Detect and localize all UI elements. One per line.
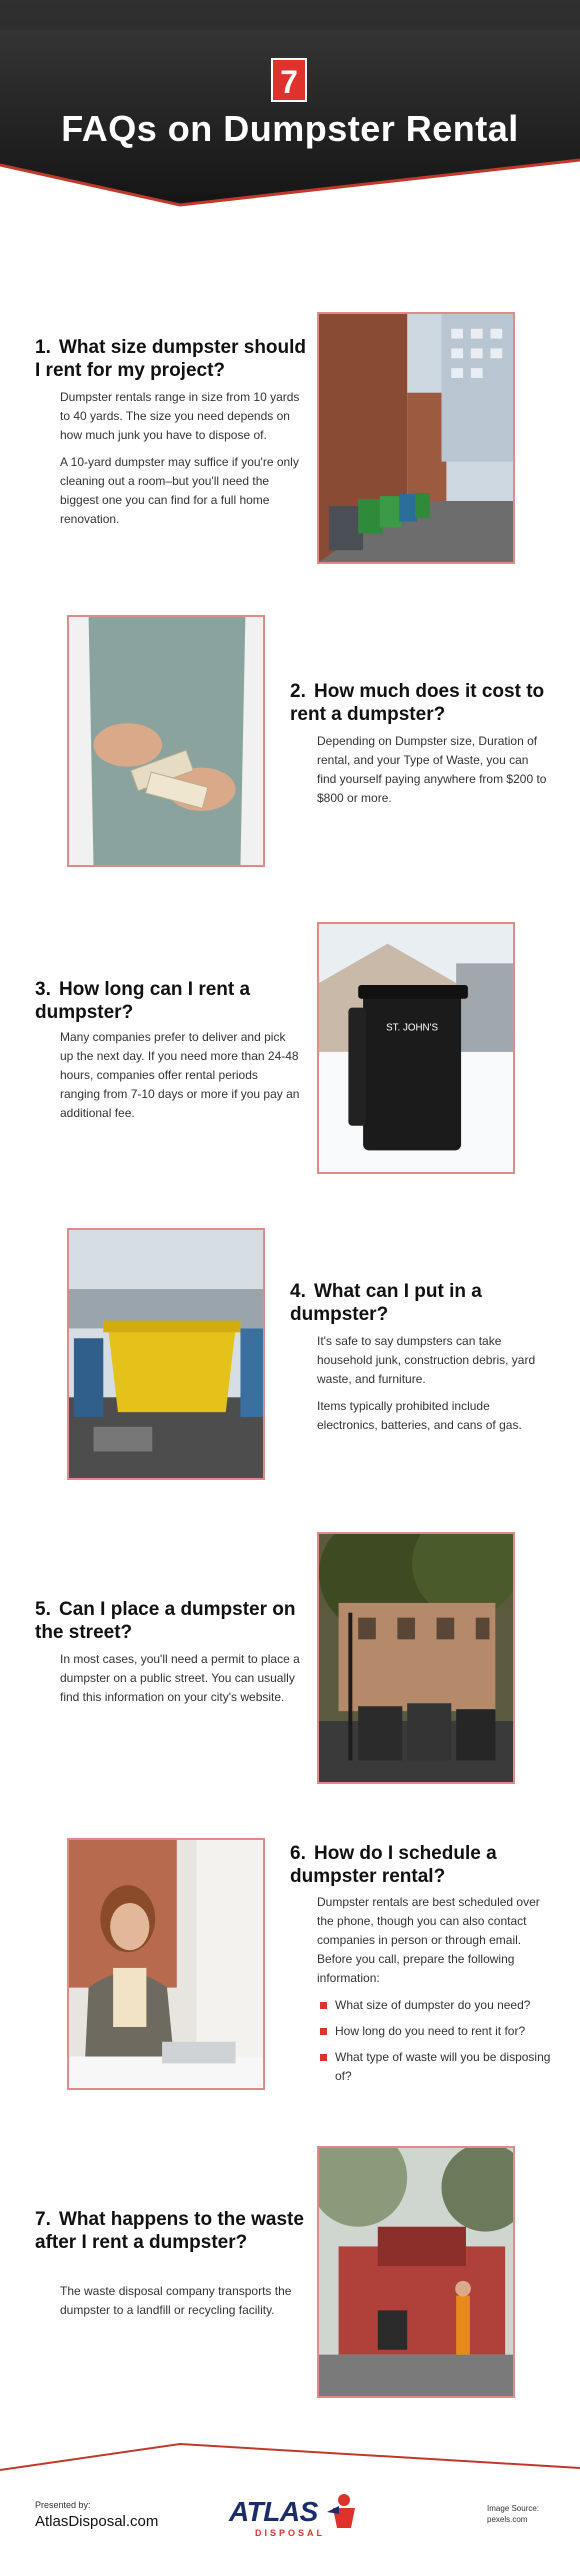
faq-answer xyxy=(60,388,305,537)
faq-answer xyxy=(317,1893,557,2093)
faq-question-text: What can I put in a dumpster? xyxy=(290,1281,482,1325)
presented-by-label: Presented by: xyxy=(35,2500,91,2510)
image-source-value: pexels.com xyxy=(487,2515,528,2524)
faq-answer xyxy=(317,1332,547,1443)
faq-number: 6. xyxy=(290,1843,306,1864)
faq-number: 3. xyxy=(35,979,51,1000)
alley-dumpsters-photo xyxy=(317,312,515,564)
header-banner xyxy=(0,0,580,215)
faq-question-text: Can I place a dumpster on the street? xyxy=(35,1599,296,1643)
faq-question xyxy=(35,336,315,382)
faq-question xyxy=(290,1842,540,1888)
faq-number: 4. xyxy=(290,1281,306,1302)
faq-answer-paragraph: Many companies prefer to deliver and pick up the next day. If you need more than 24-48 hours, companies offer rental periods ranging from 7-10 days or more if you pay an additional fee. xyxy=(60,1030,300,1120)
checklist-item: What type of waste will you be disposing of? xyxy=(317,2048,557,2086)
faq-question xyxy=(290,1280,540,1326)
checklist-item: What size of dumpster do you need? xyxy=(317,1996,557,2015)
faq-count-badge: 7 xyxy=(271,58,307,102)
faq-answer xyxy=(60,1028,300,1131)
garbage-truck-photo xyxy=(317,2146,515,2398)
faq-question-text: How much does it cost to rent a dumpster? xyxy=(290,681,545,725)
faq-number: 5. xyxy=(35,1599,51,1620)
faq-question xyxy=(35,2208,305,2254)
logo-wordmark: ATLAS xyxy=(229,2496,318,2527)
atlas-disposal-logo xyxy=(225,2492,365,2542)
image-source-credit xyxy=(487,2503,539,2525)
faq-question-text: What happens to the waste after I rent a dumpster? xyxy=(35,2209,304,2253)
faq-number: 2. xyxy=(290,681,306,702)
faq-answer-paragraph: The waste disposal company transports the dumpster to a landfill or recycling facility. xyxy=(60,2284,292,2317)
faq-answer-paragraph: A 10-yard dumpster may suffice if you're only cleaning out a room–but you'll need the biggest one you can find for a full home renovation. xyxy=(60,455,299,526)
snowy-bin-photo xyxy=(317,922,515,1174)
woman-on-phone-photo xyxy=(67,1838,265,2090)
info-checklist xyxy=(317,1996,557,2086)
faq-answer-paragraph: Dumpster rentals are best scheduled over the phone, though you can also contact companies in person or through email. Before you call, prepare the following information: xyxy=(317,1895,540,1985)
checklist-item: How long do you need to rent it for? xyxy=(317,2022,557,2041)
website-link[interactable]: AtlasDisposal.com xyxy=(35,2513,159,2530)
faq-answer-paragraph: In most cases, you'll need a permit to place a dumpster on a public street. You can usually find this information on your city's website. xyxy=(60,1652,300,1704)
atlas-figure-icon xyxy=(325,2492,363,2532)
faq-answer-paragraph: It's safe to say dumpsters can take household junk, construction debris, yard waste, and furniture. xyxy=(317,1334,536,1386)
logo-subtitle: DISPOSAL xyxy=(255,2528,326,2538)
faq-question xyxy=(290,680,550,726)
faq-answer xyxy=(60,1650,305,1715)
cash-in-hands-photo xyxy=(67,615,265,867)
faq-question xyxy=(35,978,305,1024)
faq-answer xyxy=(60,2282,305,2328)
page-title: FAQs on Dumpster Rental xyxy=(61,108,519,149)
footer-divider xyxy=(0,2440,580,2480)
faq-number: 1. xyxy=(35,337,51,358)
faq-answer-paragraph: Dumpster rentals range in size from 10 yards to 40 yards. The size you need depends on how much junk you have to dispose of. xyxy=(60,390,300,442)
faq-number: 7. xyxy=(35,2209,51,2230)
footer xyxy=(0,2440,580,2560)
faq-question-text: What size dumpster should I rent for my project? xyxy=(35,337,307,381)
yellow-dumpster-photo xyxy=(67,1228,265,1480)
faq-answer-paragraph: Depending on Dumpster size, Duration of rental, and your Type of Waste, you can find yourself paying anywhere from $200 to $800 or more. xyxy=(317,734,547,805)
image-source-label: Image Source: xyxy=(487,2504,540,2513)
bin-label: ST. JOHN'S xyxy=(386,1022,439,1034)
faq-question-text: How do I schedule a dumpster rental? xyxy=(290,1843,497,1887)
faq-question xyxy=(35,1598,305,1644)
faq-answer-paragraph: Items typically prohibited include electronics, batteries, and cans of gas. xyxy=(317,1399,522,1432)
faq-question-text: How long can I rent a dumpster? xyxy=(35,979,251,1023)
street-bins-photo xyxy=(317,1532,515,1784)
faq-answer xyxy=(317,732,547,816)
